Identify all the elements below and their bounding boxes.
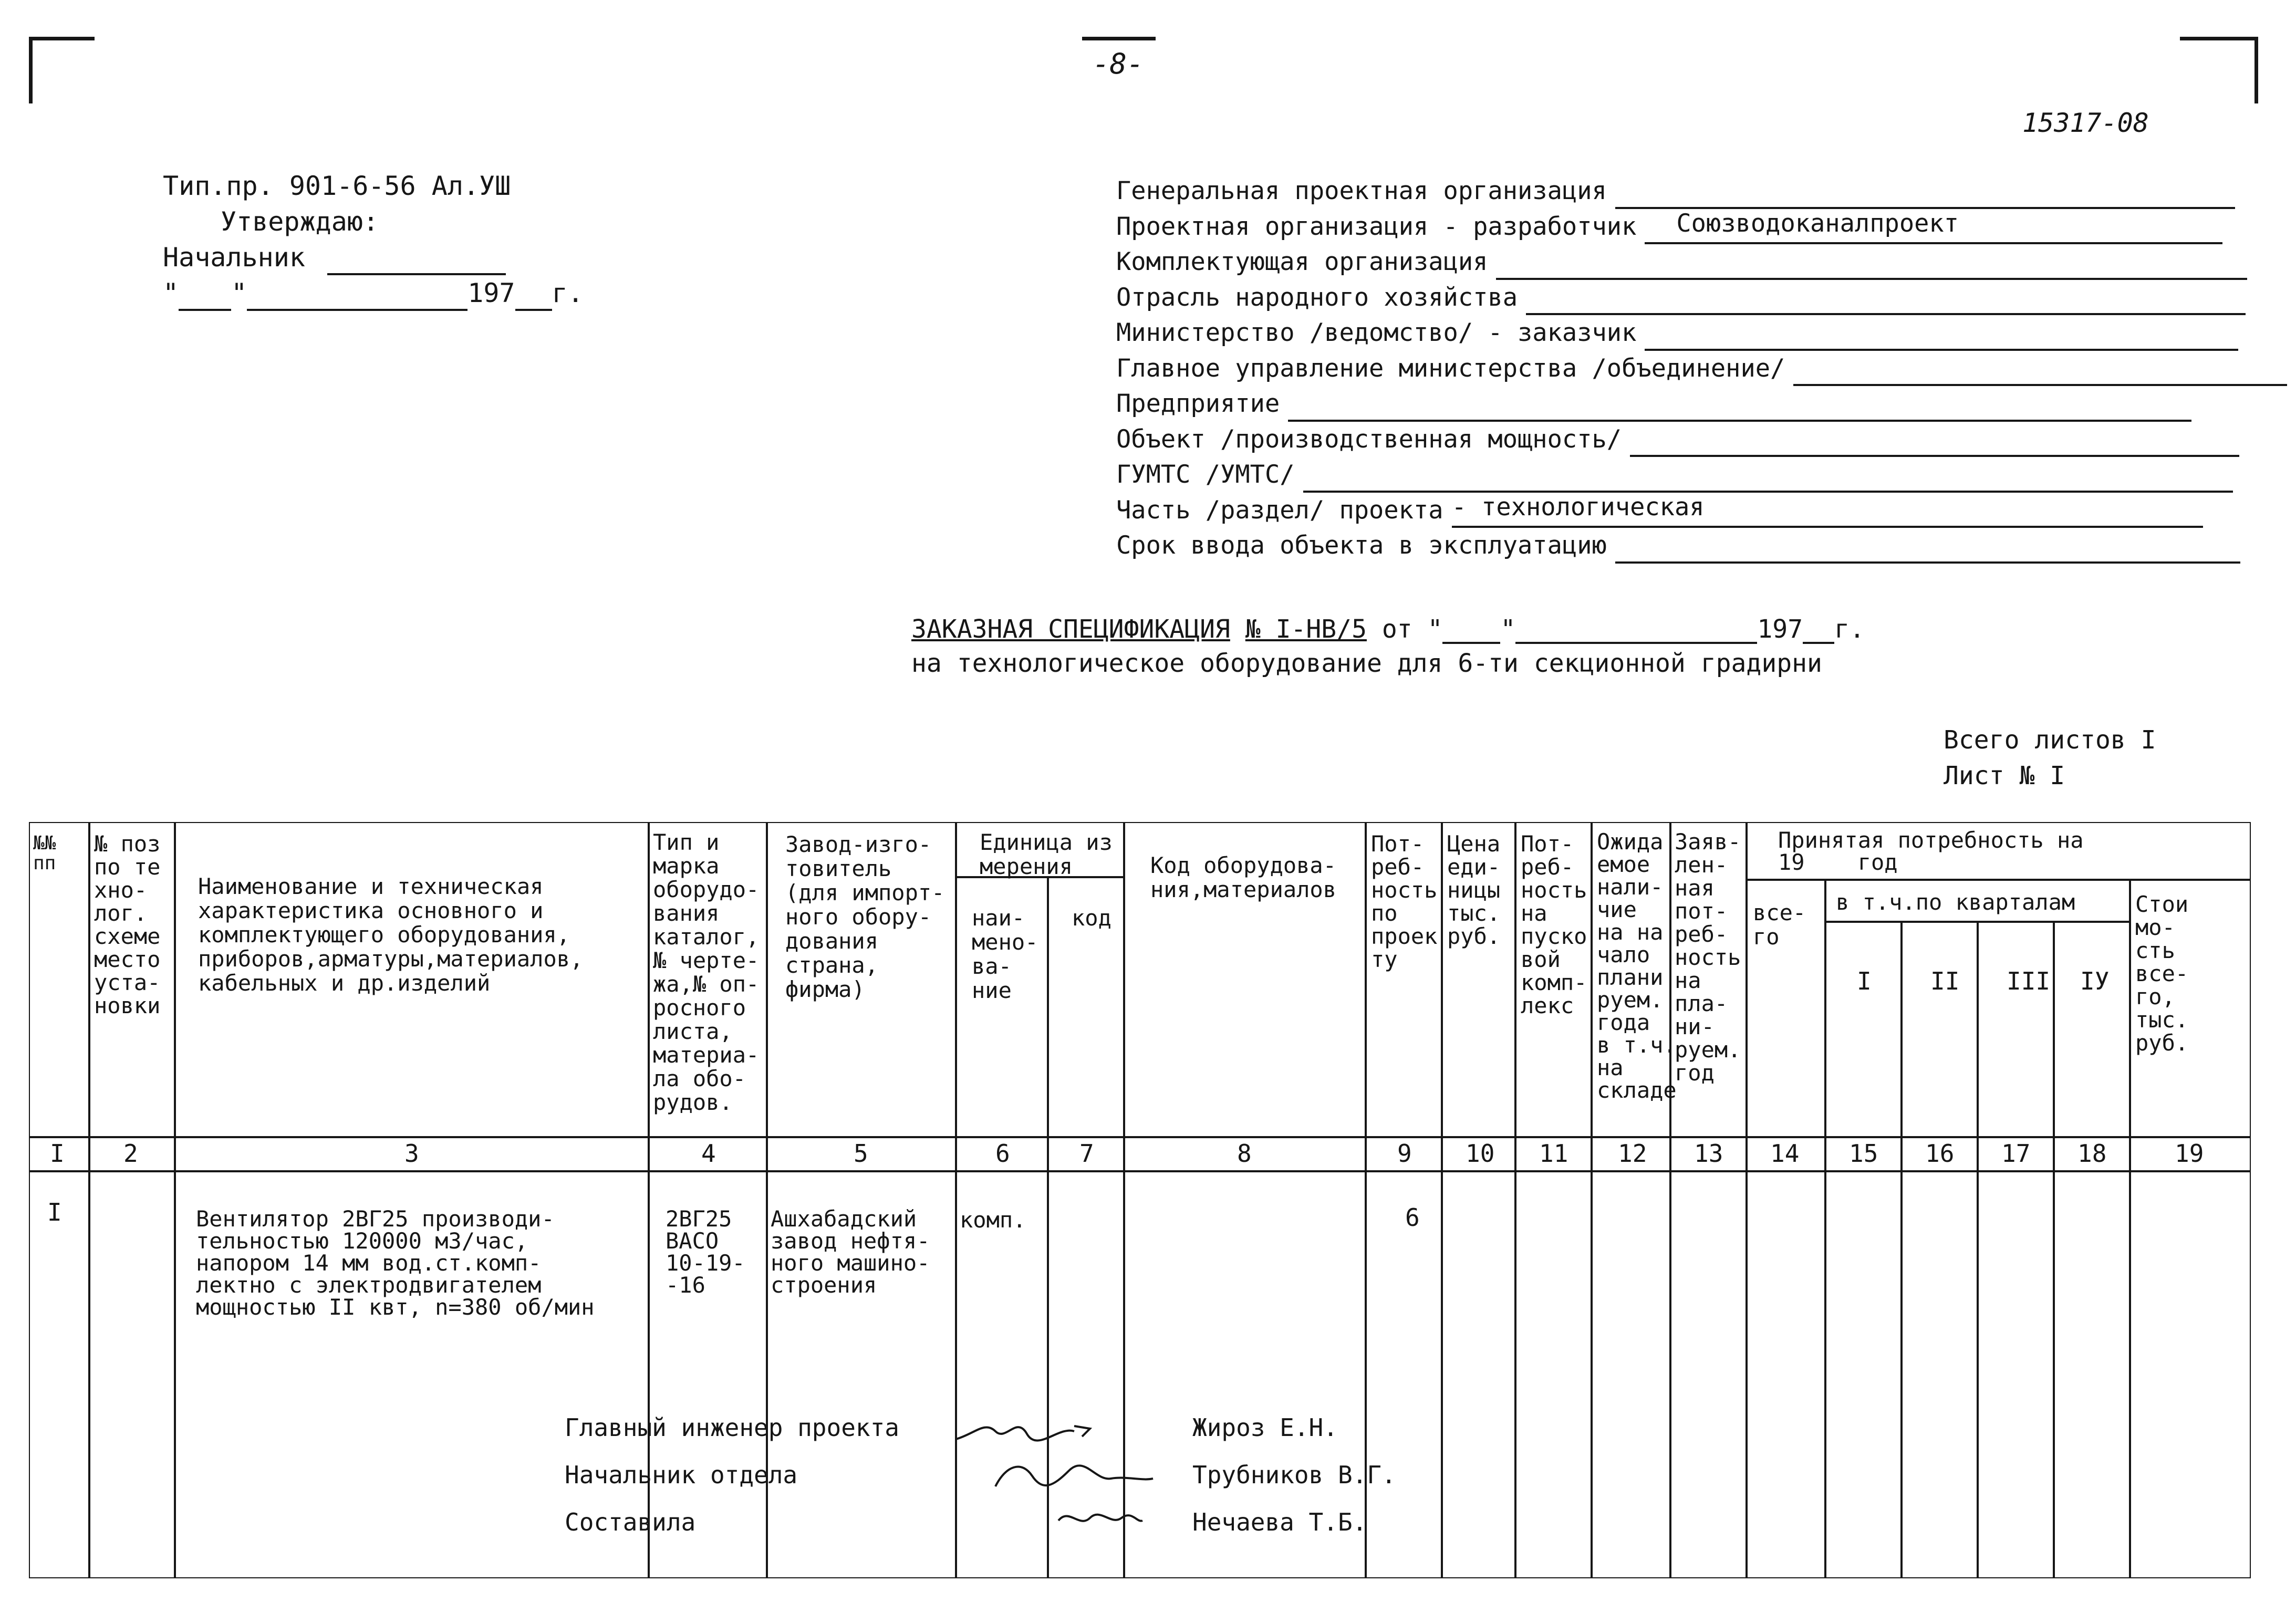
org-row [1116, 280, 2287, 316]
signature-name: Трубников В.Г. [1192, 1461, 1396, 1489]
org-field [1615, 184, 2235, 209]
organizations-block [1116, 173, 2287, 564]
row-description: Вентилятор 2ВГ25 производи- тельностью 120000 м3/час, напором 14 мм вод.ст.комп- лектно с электродвигателем мощностью II квт, n=380 об/мин [196, 1206, 595, 1320]
column-number: 19 [2175, 1139, 2204, 1168]
column-number: 4 [701, 1139, 716, 1168]
header-unit-price: Цена еди- ницы тыс. руб. [1447, 831, 1501, 949]
month-line [247, 284, 467, 311]
column-number: 12 [1618, 1139, 1647, 1168]
header-quarters-group: в т.ч.по кварталам [1836, 889, 2075, 915]
org-label: Объект /производственная мощность/ [1116, 424, 1622, 454]
org-field [1615, 538, 2240, 564]
page-number: -8- [1093, 47, 1144, 80]
signature-role: Главный инженер проекта [565, 1413, 899, 1442]
signature-role: Составила [565, 1508, 696, 1536]
org-label: Комплектующая организация [1116, 247, 1488, 276]
org-row [1116, 422, 2287, 457]
org-row [1116, 457, 2287, 493]
date-close-quote: " [231, 278, 247, 308]
row-number: I [47, 1198, 62, 1226]
column-number: 8 [1237, 1139, 1252, 1168]
org-field [1288, 397, 2191, 422]
day-line [179, 284, 231, 311]
sheet-number: Лист № I [1944, 761, 2065, 790]
org-field [1303, 467, 2233, 493]
row-manufacturer: Ашхабадский завод нефтя- ного машино- строения [771, 1206, 930, 1298]
org-row [1116, 315, 2287, 351]
frame-gap [95, 32, 1082, 45]
org-label: Генеральная проектная организация [1116, 176, 1607, 205]
column-number: 5 [854, 1139, 868, 1168]
year-suffix: г. [552, 278, 584, 308]
header-num: №№ пп [33, 832, 56, 874]
header-accepted-group: Принятая потребность на 19 год [1778, 827, 2084, 875]
spec-subtitle: на технологическое оборудование для 6-ти секционной градирни [911, 649, 1822, 678]
column-number: 10 [1466, 1139, 1495, 1168]
row-unit: комп. [960, 1207, 1026, 1233]
date-open-quote: " [163, 278, 179, 308]
header-q2: II [1930, 967, 1960, 995]
chief-label: Начальник [163, 242, 305, 273]
org-label: Часть /раздел/ проекта [1116, 495, 1443, 525]
org-row [1116, 386, 2287, 422]
header-position: № поз по те хно- лог. схеме место уста- новки [94, 831, 161, 1018]
total-sheets: Всего листов I [1944, 725, 2156, 755]
column-number: 6 [995, 1139, 1010, 1168]
header-unit-group: Единица из мерения [980, 829, 1113, 879]
signature-mark [990, 1455, 1158, 1497]
column-number: 14 [1770, 1139, 1800, 1168]
header-q3: III [2007, 967, 2051, 995]
signature-name: Жироз Е.Н. [1192, 1413, 1338, 1442]
column-number: 2 [123, 1139, 138, 1168]
org-field [1526, 290, 2246, 315]
header-equipment-code: Код оборудова- ния,материалов [1150, 852, 1337, 902]
spec-table [29, 822, 2251, 1578]
header-unit-code: код [1072, 905, 1111, 931]
approve-label: Утверждаю: [221, 206, 379, 237]
header-unit-name: наи- мено- ва- ние [972, 905, 1038, 1003]
org-label: Срок ввода объекта в эксплуатацию [1116, 531, 1607, 560]
sheet-info [1944, 722, 2156, 794]
org-row [1116, 209, 2287, 245]
org-field: Союзводоканалпроект [1645, 219, 2222, 244]
row-demand: 6 [1405, 1203, 1420, 1232]
column-number: I [50, 1139, 65, 1168]
document-code: 15317-08 [2022, 108, 2149, 138]
column-number: 16 [1925, 1139, 1955, 1168]
header-manufacturer: Завод-изго- товитель (для импорт- ного обору- дования страна, фирма) [785, 831, 945, 1002]
type-project: Тип.пр. 901-6-56 Ал.УШ [163, 171, 511, 201]
header-type: Тип и марка оборудо- вания каталог, № черте- жа,№ оп- росного листа, материа- ла обо- рудов. [653, 829, 760, 1115]
header-expected-stock: Ожида емое нали- чие на на чало плани руем. года в т.ч. на складе [1597, 829, 1677, 1103]
column-number: 7 [1079, 1139, 1094, 1168]
org-row [1116, 173, 2287, 209]
column-number: 15 [1849, 1139, 1878, 1168]
column-number: 17 [2001, 1139, 2031, 1168]
column-number: 3 [404, 1139, 419, 1168]
org-field [1496, 255, 2247, 280]
signature-role: Начальник отдела [565, 1461, 798, 1489]
header-cost: Стои мо- сть все- го, тыс. руб. [2135, 891, 2189, 1056]
column-number: 9 [1397, 1139, 1412, 1168]
spec-number: № I-НВ/5 [1245, 615, 1367, 644]
org-label: ГУМТС /УМТС/ [1116, 460, 1295, 489]
frame-gap [1156, 32, 2180, 45]
row-type: 2ВГ25 ВАСО 10-19- -16 [666, 1206, 745, 1298]
header-demand-startup: Пот- реб- ность на пуско вой комп- лекс [1521, 831, 1587, 1018]
org-row [1116, 493, 2287, 528]
org-label: Проектная организация - разработчик [1116, 212, 1637, 241]
approval-block [163, 168, 584, 311]
org-field [1793, 361, 2287, 386]
org-row [1116, 351, 2287, 387]
column-number: 11 [1539, 1139, 1568, 1168]
header-q1: I [1857, 967, 1872, 995]
header-total: все- го [1753, 900, 1806, 950]
header-name: Наименование и техническая характеристика основного и комплектующего оборудования, приборов,арматуры,материалов, кабельных и др.изделий [198, 873, 584, 996]
spec-title: ЗАКАЗНАЯ СПЕЦИФИКАЦИЯ № I-НВ/5 от " " 197 г. [911, 615, 1865, 644]
org-field: - технологическая [1452, 503, 2203, 528]
signature-name: Нечаева Т.Б. [1192, 1508, 1367, 1536]
org-field [1630, 432, 2239, 457]
column-number: 13 [1694, 1139, 1723, 1168]
header-declared-demand: Заяв- лен- ная пот- реб- ность на пла- ни- руем. год [1675, 829, 1741, 1086]
org-label: Отрасль народного хозяйства [1116, 283, 1518, 312]
org-field [1645, 326, 2238, 351]
org-label: Главное управление министерства /объединение/ [1116, 353, 1785, 383]
header-demand-project: Пот- реб- ность по проек ту [1371, 831, 1438, 972]
org-row [1116, 528, 2287, 564]
org-row [1116, 244, 2287, 280]
signature-mark [1053, 1502, 1148, 1539]
org-label: Предприятие [1116, 389, 1280, 418]
org-label: Министерство /ведомство/ - заказчик [1116, 318, 1637, 347]
year-line [515, 284, 552, 311]
signature-mark [953, 1410, 1111, 1452]
chief-signature-line [327, 248, 506, 275]
column-number: 18 [2077, 1139, 2107, 1168]
year-label: 197 [467, 278, 515, 308]
header-q4: IУ [2080, 967, 2110, 995]
